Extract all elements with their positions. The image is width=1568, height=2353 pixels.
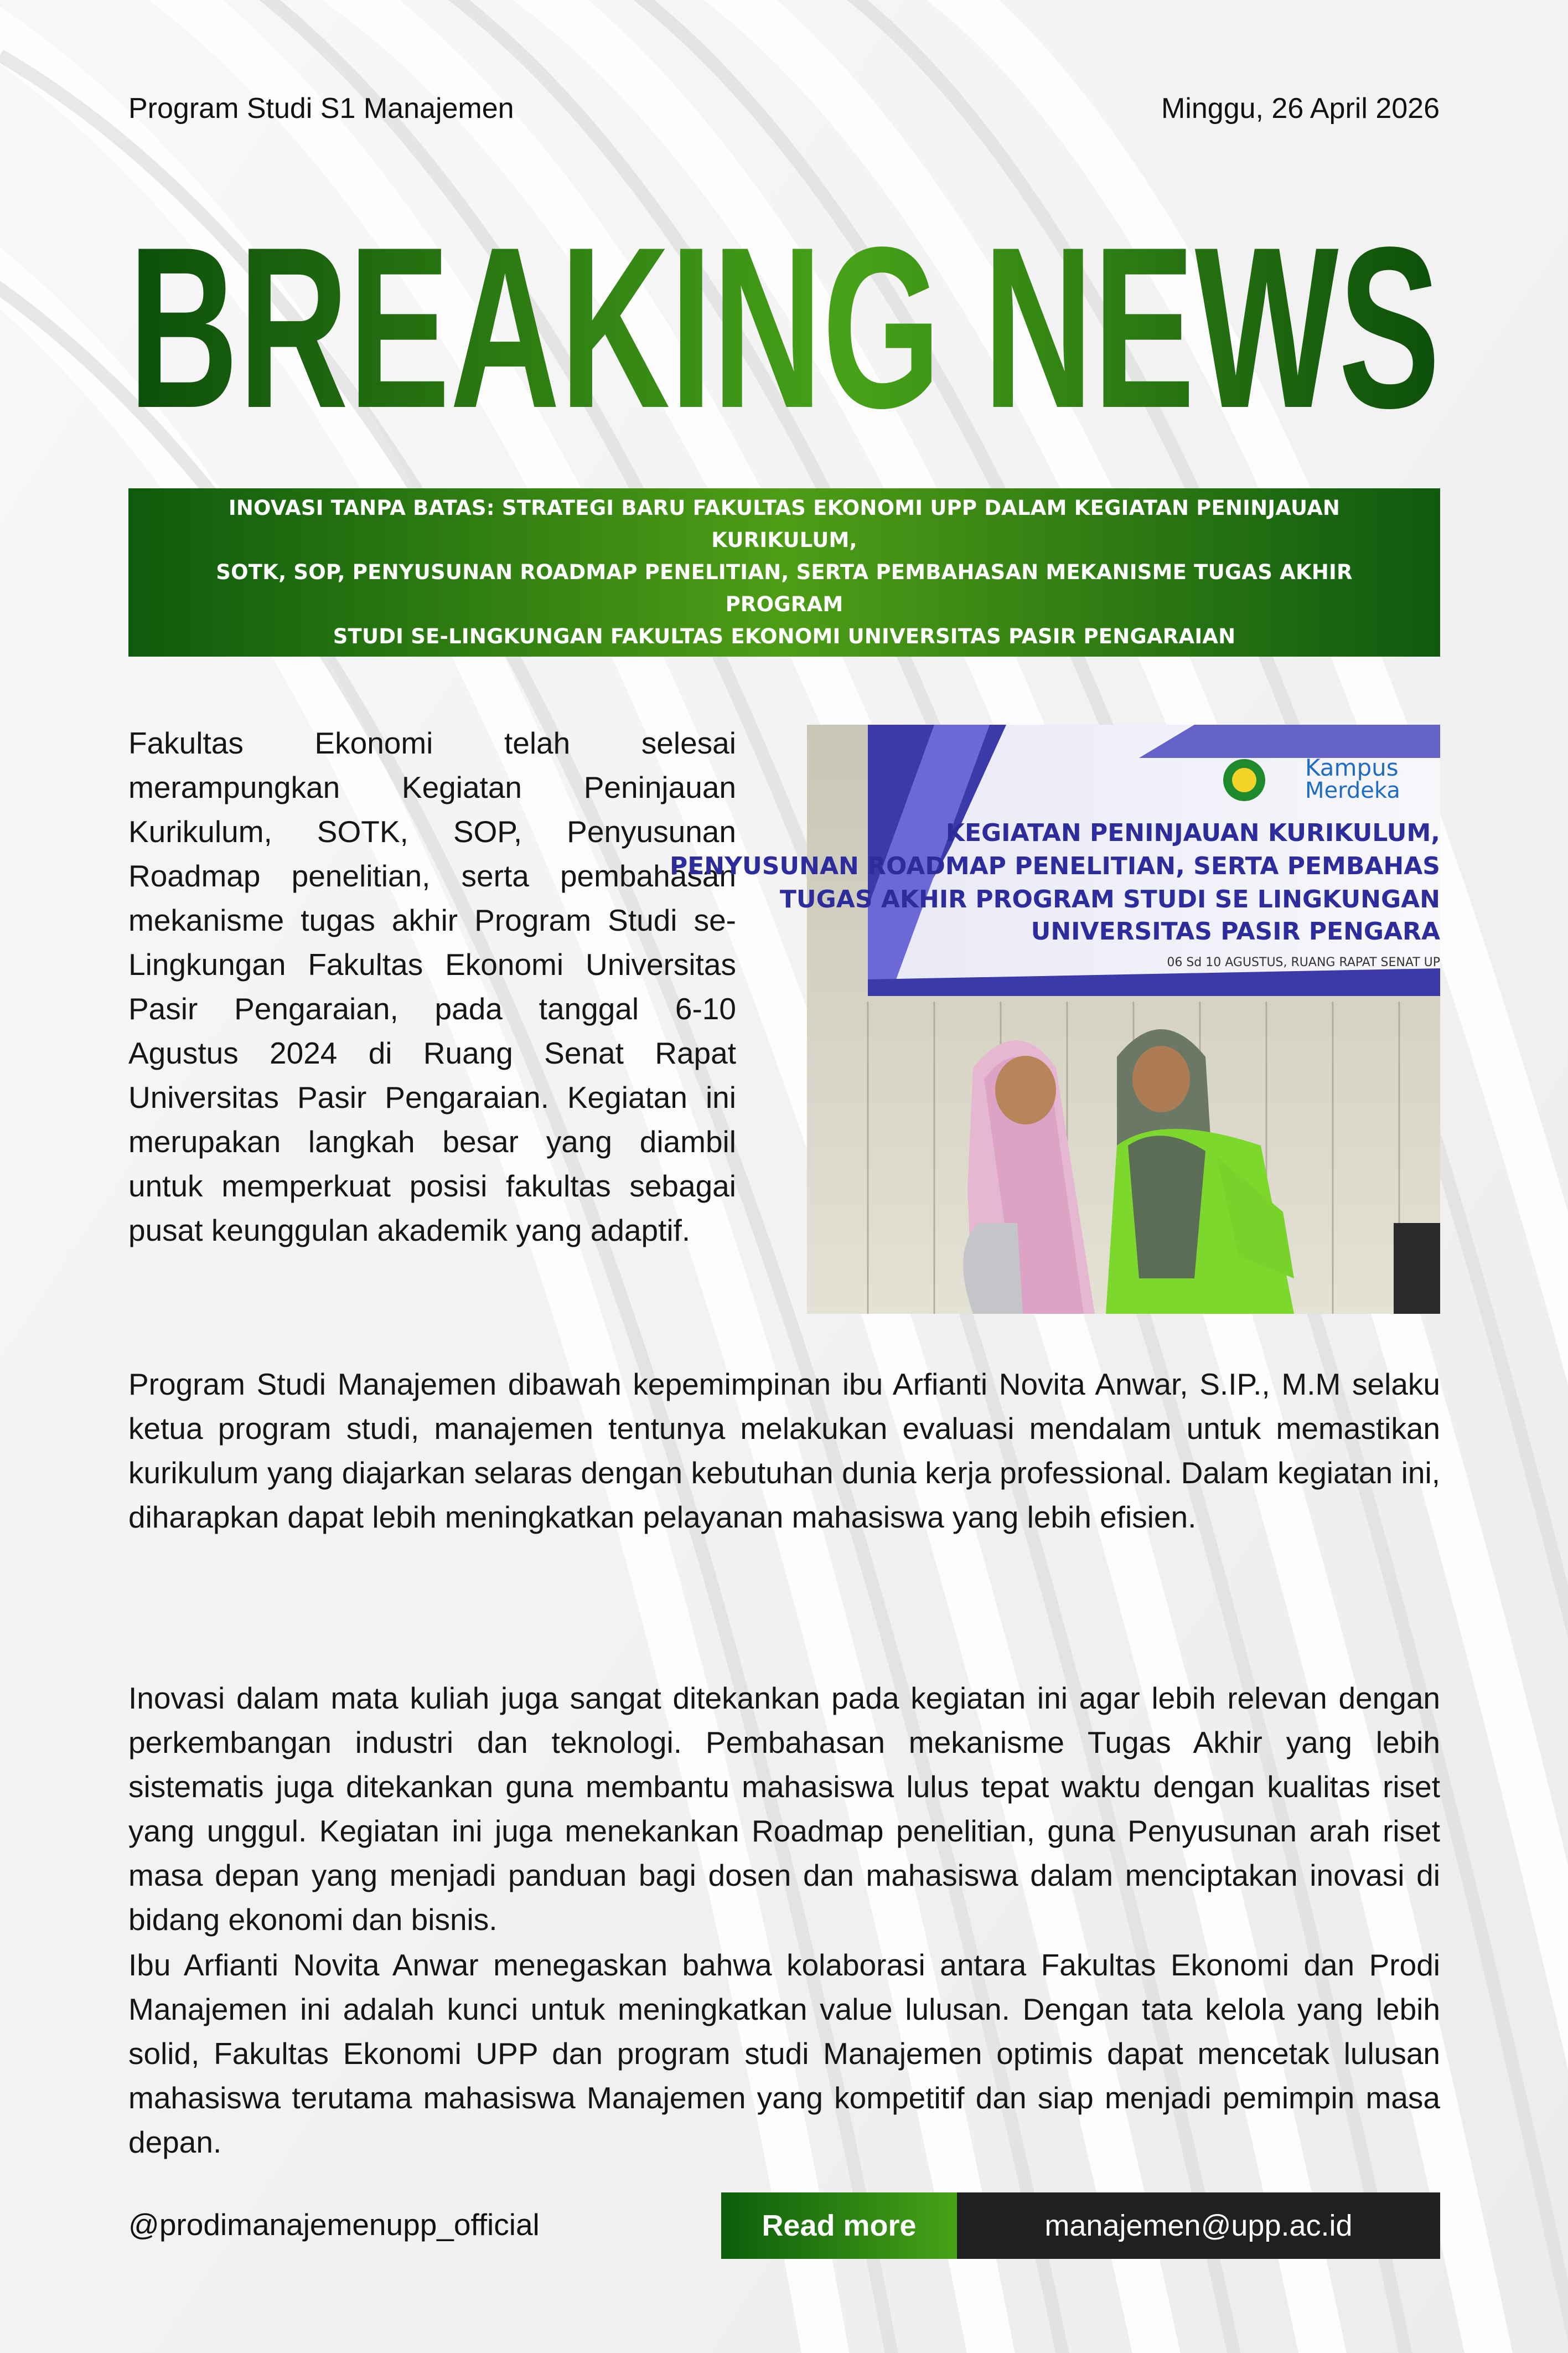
read-more-button[interactable]: Read more [721,2192,957,2259]
email-contact[interactable]: manajemen@upp.ac.id [957,2192,1440,2259]
photo-logo-kampus: Kampus [1305,754,1399,781]
photo-banner-line-2: PENYUSUNAN ROADMAP PENELITIAN, SERTA PEMBAHAS [670,852,1440,880]
photo-banner-line-3: TUGAS AKHIR PROGRAM STUDI SE LINGKUNGAN [779,885,1440,914]
breaking-news-headline [128,194,1440,456]
banner-line-2: SOTK, SOP, PENYUSUNAN ROADMAP PENELITIAN, SERTA PEMBAHASAN MEKANISME TUGAS AKHIR PROGRAM [216,560,1353,616]
banner-text [173,492,1396,653]
publish-date: Minggu, 26 April 2026 [1161,92,1440,125]
program-name: Program Studi S1 Manajemen [128,92,514,125]
banner-line-3: STUDI SE-LINGKUNGAN FAKULTAS EKONOMI UNIVERSITAS PASIR PENGARAIAN [333,625,1236,648]
photo-banner-line-4: UNIVERSITAS PASIR PENGARA [1031,917,1440,946]
banner-line-1: INOVASI TANPA BATAS: STRATEGI BARU FAKULTAS EKONOMI UPP DALAM KEGIATAN PENINJAUAN KURIKULUM, [228,496,1341,552]
headline-text: BREAKING NEWS [128,199,1440,456]
lead-paragraph: Fakultas Ekonomi telah selesai merampungkan Kegiatan Peninjauan Kurikulum, SOTK, SOP, Penyusunan Roadmap penelitian, serta pembahasan mekanisme tugas akhir Program Studi se-Lingkungan Fakultas Ekonomi Universitas Pasir Pengaraian, pada tanggal 6-10 Agustus 2024 di Ruang Senat Rapat Universitas Pasir Pengaraian. Kegiatan ini merupakan langkah besar yang diambil untuk memperkuat posisi fakultas sebagai pusat keunggulan akademik yang adaptif. [128,726,736,1247]
photo-banner-line-1: KEGIATAN PENINJAUAN KURIKULUM, [945,819,1440,847]
photo-illustration [670,725,1440,1314]
headline-banner [128,488,1440,657]
paragraph-3: Inovasi dalam mata kuliah juga sangat ditekankan pada kegiatan ini agar lebih relevan dengan perkembangan industri dan teknologi. Pembahasan mekanisme Tugas Akhir yang lebih sistematis juga ditekankan guna membantu mahasiswa lulus tepat waktu dengan kualitas riset yang unggul. Kegiatan ini juga menekankan Roadmap penelitian, guna Penyusunan arah riset masa depan yang menjadi panduan bagi dosen dan mahasiswa dalam menciptakan inovasi di bidang ekonomi dan bisnis. [128,1681,1440,1937]
photo-banner-line-5: 06 Sd 10 AGUSTUS, RUANG RAPAT SENAT UP [1167,956,1440,969]
paragraph-4: Ibu Arfianti Novita Anwar menegaskan bahwa kolaborasi antara Fakultas Ekonomi dan Prodi Manajemen ini adalah kunci untuk meningkatkan value lulusan. Dengan tata kelola yang lebih solid, Fakultas Ekonomi UPP dan program studi Manajemen optimis dapat mencetak lulusan mahasiswa terutama mahasiswa Manajemen yang kompetitif dan siap menjadi pemimpin masa depan. [128,1948,1440,2159]
paragraph-2: Program Studi Manajemen dibawah kepemimpinan ibu Arfianti Novita Anwar, S.IP., M.M selaku ketua program studi, manajemen tentunya melakukan evaluasi mendalam untuk memastikan kurikulum yang diajarkan selaras dengan kebutuhan dunia kerja professional. Dalam kegiatan ini, diharapkan dapat lebih meningkatkan pelayanan mahasiswa yang lebih efisien. [128,1367,1440,1534]
social-handle: @prodimanajemenupp_official [128,2207,540,2242]
event-photo [670,725,1440,1314]
photo-logo-merdeka: Merdeka [1305,778,1400,803]
footer-cta [721,2192,1440,2259]
